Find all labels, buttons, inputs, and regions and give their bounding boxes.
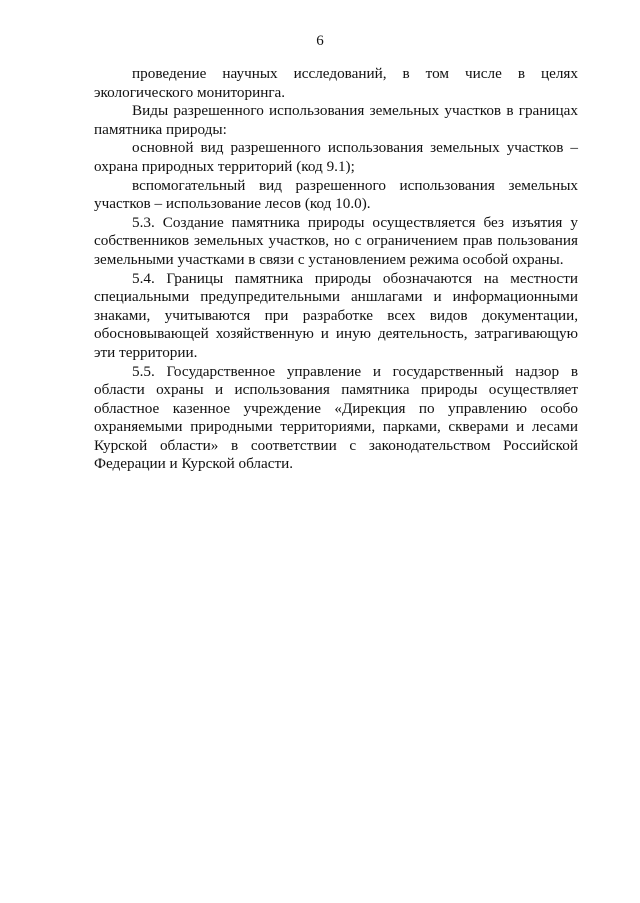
paragraph-5-4: 5.4. Границы памятника природы обозначаются на местности специальными предупредительными аншлагами и информационными знаками, учитываются при разработке всех видов документации, обосновывающей хозяйственную и иную деятельность, затрагивающую эти территории. bbox=[94, 269, 578, 361]
page-number: 6 bbox=[316, 33, 324, 49]
paragraph-main-use: основной вид разрешенного использования земельных участков – охрана природных территорий (код 9.1); bbox=[94, 139, 578, 175]
paragraph-permitted-use-heading: Виды разрешенного использования земельных участков в границах памятника природы: bbox=[94, 102, 578, 138]
paragraph-5-5: 5.5. Государственное управление и государственный надзор в области охраны и использования памятника природы осуществляет областное казенное учреждение «Дирекция по управлению особо охраняемыми природными территориями, парками, скверами и лесами Курской области» в соответствии с законодательством Российской Федерации и Курской области. bbox=[94, 362, 578, 473]
paragraph-research-monitoring: проведение научных исследований, в том числе в целях экологического мониторинга. bbox=[94, 65, 578, 101]
paragraph-auxiliary-use: вспомогательный вид разрешенного использования земельных участков – использование лесов (код 10.0). bbox=[94, 176, 578, 213]
document-body bbox=[94, 65, 578, 474]
paragraph-5-3: 5.3. Создание памятника природы осуществляется без изъятия у собственников земельных участков, но с ограничением прав пользования земельными участками в связи с установлением режима особой охраны. bbox=[94, 213, 578, 268]
